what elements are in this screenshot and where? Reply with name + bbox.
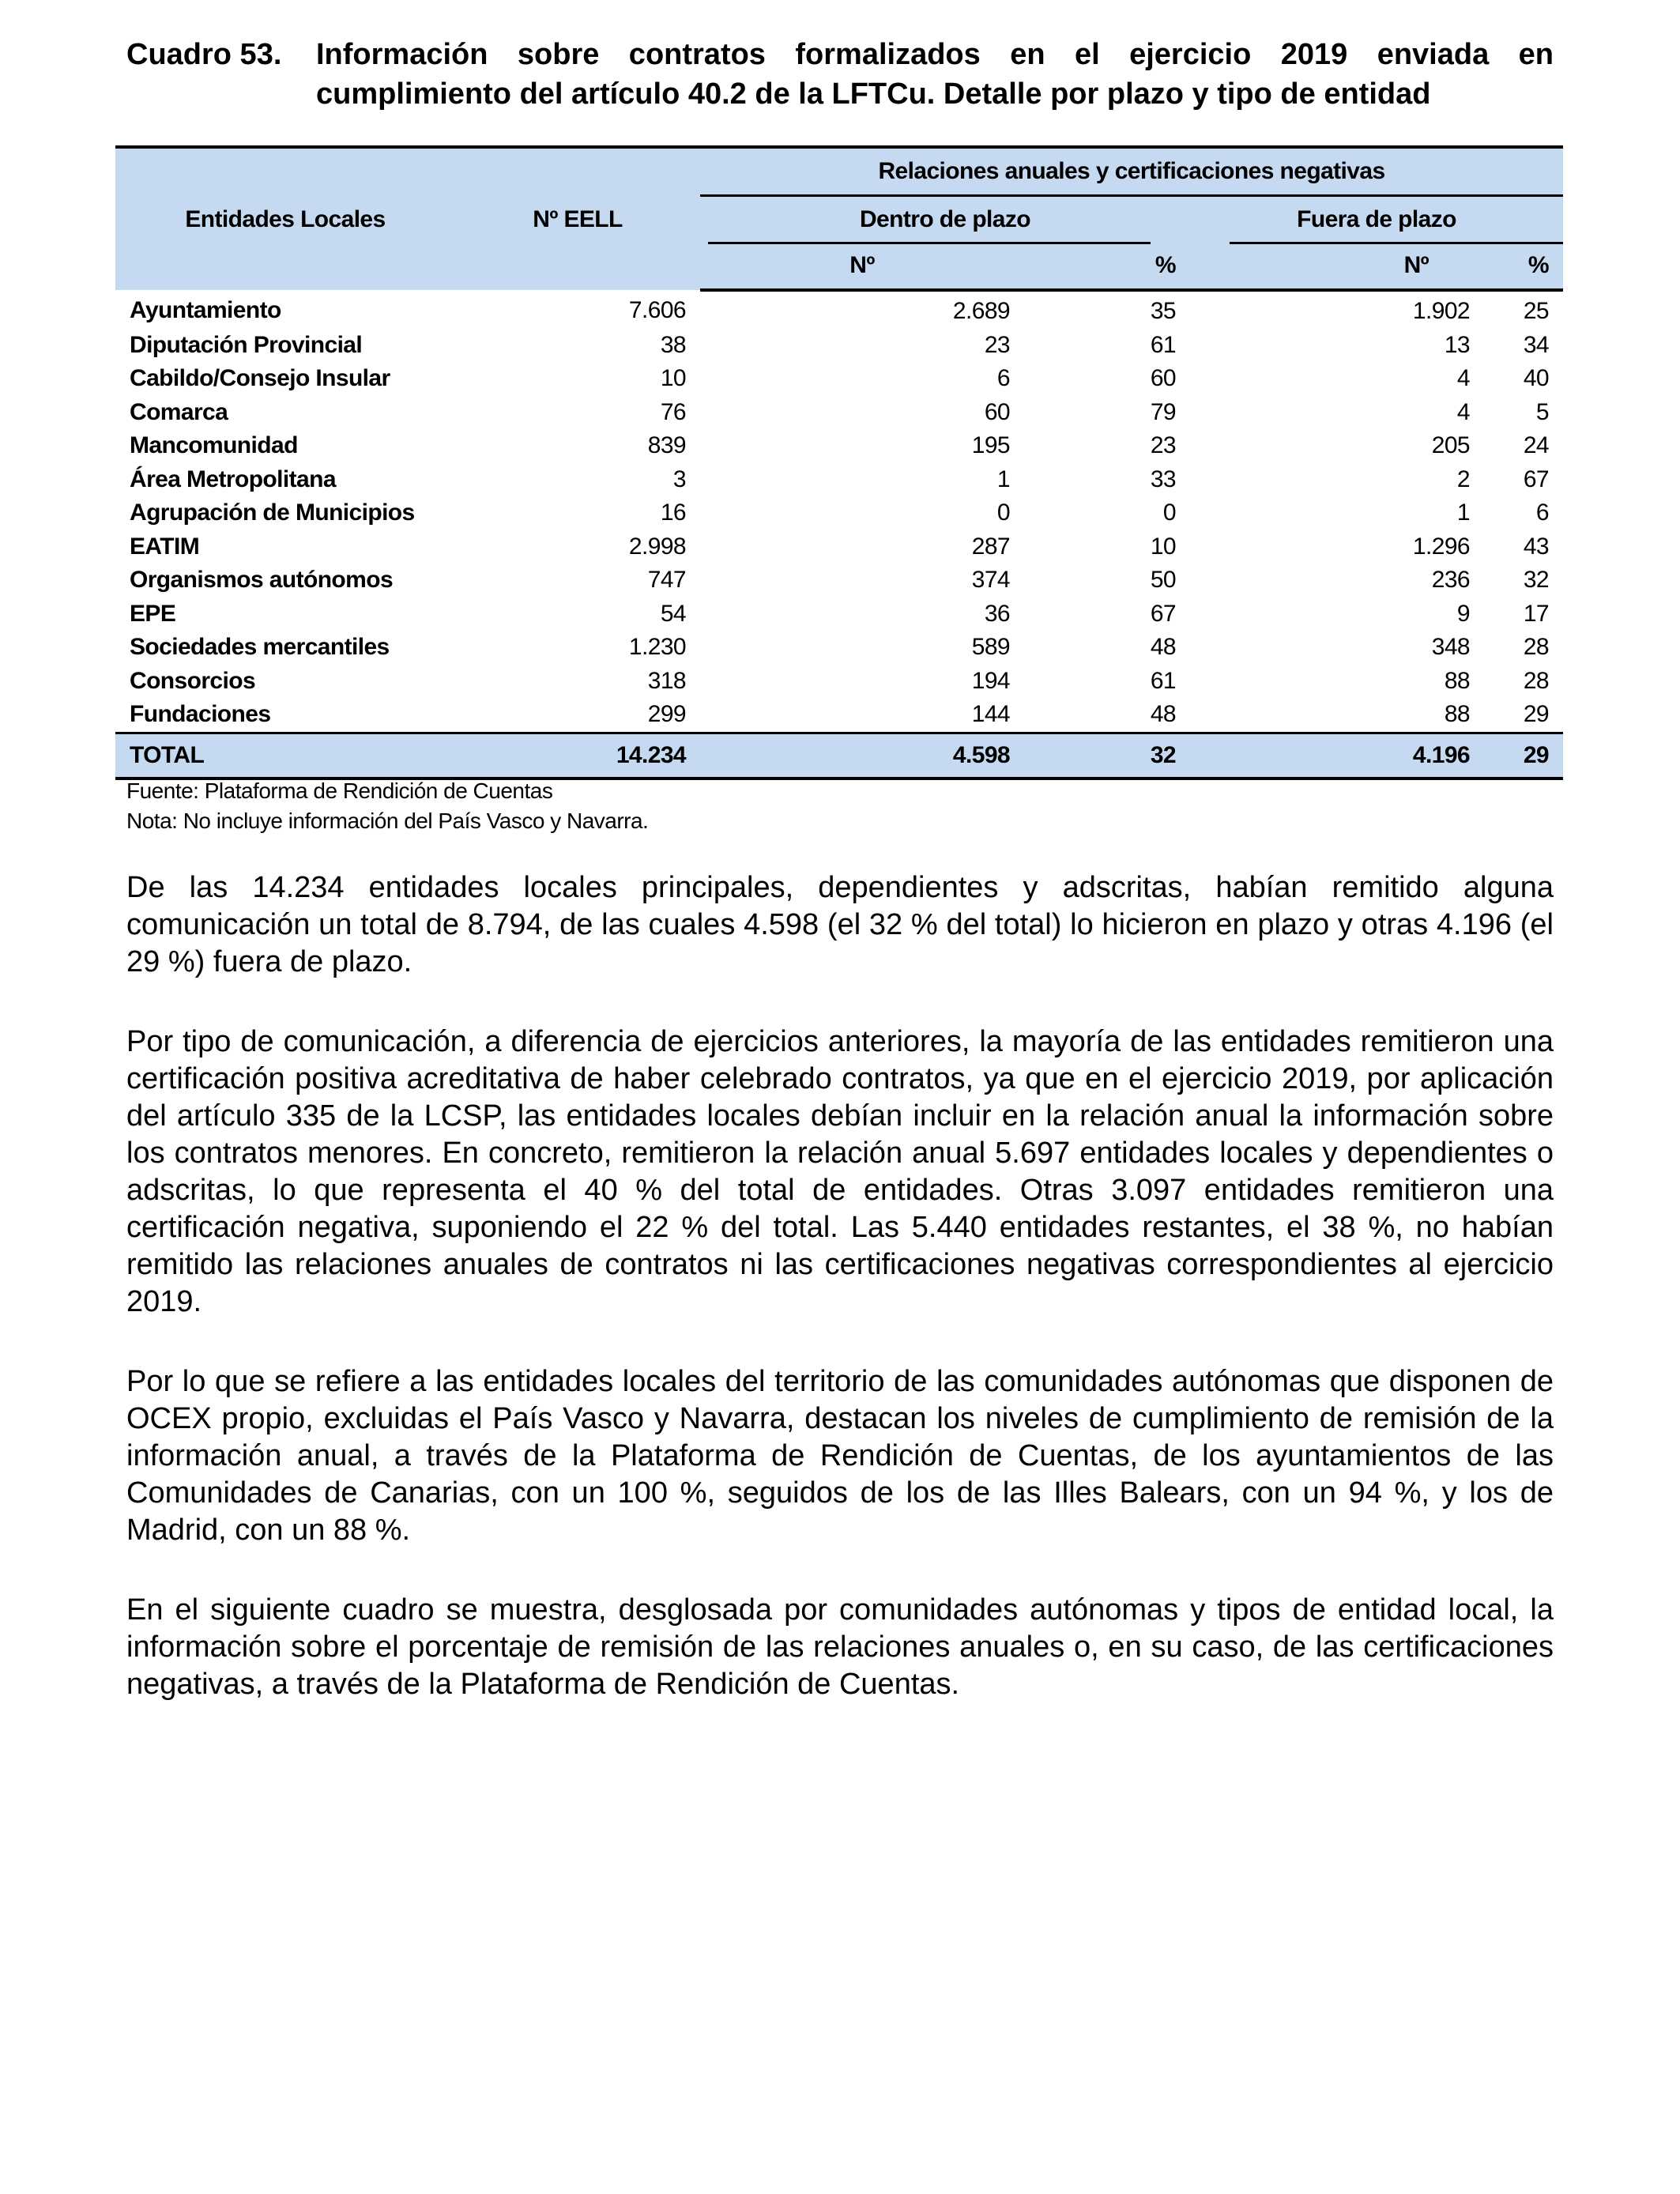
col-header-fuera-plazo: Fuera de plazo <box>1190 196 1563 243</box>
contracts-table <box>115 145 1563 780</box>
cell-fuera-pct: 24 <box>1523 432 1549 459</box>
cell-fuera-n: 236 <box>1431 567 1470 594</box>
cell-fuera-pct: 17 <box>1523 600 1549 627</box>
row-label: Cabildo/Consejo Insular <box>130 365 390 392</box>
cell-eell: 747 <box>647 567 686 594</box>
row-label: Diputación Provincial <box>130 331 363 358</box>
cell-fuera-pct: 5 <box>1535 398 1549 425</box>
table-row <box>115 396 1563 430</box>
cell-dentro-n: 195 <box>971 432 1010 459</box>
cell-dentro-pct: 61 <box>1150 331 1176 358</box>
cell-fuera-n: 4 <box>1456 398 1470 425</box>
total-dentro-n: 4.598 <box>700 733 1024 778</box>
cell-dentro-n: 0 <box>996 499 1010 526</box>
cell-dentro-pct: 67 <box>1150 600 1176 627</box>
row-label: Fundaciones <box>130 701 271 728</box>
paragraph: En el siguiente cuadro se muestra, desglosada por comunidades autónomas y tipos de entidad local, la información sobre el porcentaje de remisión de las relaciones anuales o, en su caso, de las certificaciones negativas, a través de la Plataforma de Rendición de Cuentas. <box>126 1593 1554 1701</box>
cell-fuera-n: 9 <box>1456 600 1470 627</box>
cell-fuera-n: 1.296 <box>1412 533 1470 560</box>
cell-dentro-n: 36 <box>984 600 1010 627</box>
total-eell: 14.234 <box>455 733 700 778</box>
table-header <box>115 147 1563 290</box>
cell-dentro-pct: 0 <box>1162 499 1176 526</box>
col-header-fuera-pct: % <box>1484 243 1563 290</box>
caption-label: Cuadro 53. <box>126 38 282 71</box>
cell-eell: 7.606 <box>628 297 686 324</box>
cell-eell: 318 <box>647 667 686 694</box>
cell-fuera-pct: 28 <box>1523 667 1549 694</box>
cell-fuera-n: 4 <box>1456 365 1470 392</box>
cell-dentro-n: 60 <box>984 398 1010 425</box>
table-row <box>115 362 1563 396</box>
total-fuera-pct: 29 <box>1484 733 1563 778</box>
row-label: Agrupación de Municipios <box>130 499 415 526</box>
row-label: Organismos autónomos <box>130 567 394 594</box>
cell-dentro-n: 23 <box>984 331 1010 358</box>
cell-dentro-n: 374 <box>971 567 1010 594</box>
row-label: Consorcios <box>130 667 256 694</box>
cell-dentro-n: 1 <box>996 466 1010 492</box>
cell-dentro-n: 287 <box>971 533 1010 560</box>
cell-eell: 3 <box>672 466 686 492</box>
table-body <box>115 290 1563 733</box>
cell-eell: 38 <box>660 331 686 358</box>
cell-dentro-n: 589 <box>971 634 1010 661</box>
table-row <box>115 665 1563 699</box>
cell-fuera-n: 13 <box>1444 331 1470 358</box>
cell-fuera-pct: 34 <box>1523 331 1549 358</box>
total-row <box>115 733 1563 778</box>
cell-eell: 299 <box>647 701 686 728</box>
cell-eell: 16 <box>660 499 686 526</box>
col-header-dentro-plazo: Dentro de plazo <box>700 196 1190 243</box>
table-row <box>115 496 1563 530</box>
paragraph: De las 14.234 entidades locales principales, dependientes y adscritas, habían remitido alguna comunicación un total de 8.794, de las cuales 4.598 (el 32 % del total) lo hicieron en plazo y otras 4.196 (el 29 %) fuera de plazo. <box>126 871 1554 978</box>
cell-fuera-pct: 43 <box>1523 533 1549 560</box>
cell-fuera-pct: 25 <box>1523 298 1549 325</box>
total-label: TOTAL <box>115 733 455 778</box>
cell-dentro-pct: 50 <box>1150 567 1176 594</box>
col-header-fuera-n: Nº <box>1190 243 1484 290</box>
col-header-entidades: Entidades Locales <box>115 147 455 290</box>
paragraph: Por tipo de comunicación, a diferencia de ejercicios anteriores, la mayoría de las entidades remitieron una certificación positiva acreditativa de haber celebrado contratos, ya que en el ejercicio 2019, por aplicación del artículo 335 de la LCSP, las entidades locales debían incluir en la relación anual la información sobre los contratos menores. En concreto, remitieron la relación anual 5.697 entidades locales y dependientes o adscritas, lo que representa el 40 % del total de entidades. Otras 3.097 entidades remitieron una certificación negativa, suponiendo el 22 % del total. Las 5.440 entidades restantes, el 38 %, no habían remitido las relaciones anuales de contratos ni las certificaciones negativas correspondientes al ejercicio 2019. <box>126 1025 1554 1318</box>
cell-fuera-n: 88 <box>1444 667 1470 694</box>
table-notes <box>126 776 648 836</box>
cell-eell: 2.998 <box>628 533 686 560</box>
scope-note: Nota: No incluye información del País Vasco y Navarra. <box>126 809 649 833</box>
cell-dentro-n: 6 <box>996 365 1010 392</box>
cell-dentro-pct: 35 <box>1150 298 1176 325</box>
table-row <box>115 564 1563 598</box>
caption-title-line1: Información sobre contratos formalizados en el ejercicio 2019 enviada en <box>316 38 1554 71</box>
cell-dentro-n: 144 <box>971 701 1010 728</box>
col-header-neell: Nº EELL <box>455 147 700 290</box>
cell-fuera-n: 1 <box>1456 499 1470 526</box>
cell-fuera-pct: 40 <box>1523 365 1549 392</box>
cell-eell: 1.230 <box>628 634 686 661</box>
body-text <box>126 869 1554 1746</box>
table-row <box>115 463 1563 497</box>
table-row <box>115 631 1563 665</box>
table-row <box>115 530 1563 564</box>
cell-fuera-n: 205 <box>1431 432 1470 459</box>
total-fuera-n: 4.196 <box>1190 733 1484 778</box>
cell-dentro-pct: 61 <box>1150 667 1176 694</box>
cell-eell: 10 <box>660 365 686 392</box>
source-note: Fuente: Plataforma de Rendición de Cuentas <box>126 778 553 803</box>
cell-dentro-n: 2.689 <box>952 298 1010 325</box>
cell-fuera-pct: 28 <box>1523 634 1549 661</box>
total-dentro-pct: 32 <box>1024 733 1190 778</box>
cell-fuera-pct: 6 <box>1535 499 1549 526</box>
row-label: EATIM <box>130 533 200 560</box>
row-label: Área Metropolitana <box>130 466 336 492</box>
col-header-dentro-n: Nº <box>700 243 1024 290</box>
cell-fuera-pct: 29 <box>1523 701 1549 728</box>
table-row <box>115 329 1563 363</box>
cell-dentro-pct: 79 <box>1150 398 1176 425</box>
cell-dentro-pct: 33 <box>1150 466 1176 492</box>
cell-dentro-pct: 10 <box>1150 533 1176 560</box>
row-label: Mancomunidad <box>130 432 298 459</box>
cell-dentro-pct: 60 <box>1150 365 1176 392</box>
cell-fuera-n: 1.902 <box>1412 298 1470 325</box>
cell-dentro-n: 194 <box>971 667 1010 694</box>
cell-dentro-pct: 48 <box>1150 634 1176 661</box>
caption-title-line2: cumplimiento del artículo 40.2 de la LFTCu. Detalle por plazo y tipo de entidad <box>316 77 1431 111</box>
table-row <box>115 598 1563 631</box>
cell-dentro-pct: 23 <box>1150 432 1176 459</box>
cell-dentro-pct: 48 <box>1150 701 1176 728</box>
table-row <box>115 290 1563 329</box>
table-row <box>115 698 1563 733</box>
cell-fuera-pct: 67 <box>1523 466 1549 492</box>
cell-eell: 54 <box>660 600 686 627</box>
cell-eell: 76 <box>660 398 686 425</box>
row-label: EPE <box>130 600 176 627</box>
cell-fuera-pct: 32 <box>1523 567 1549 594</box>
cell-fuera-n: 88 <box>1444 701 1470 728</box>
table-row <box>115 429 1563 463</box>
row-label: Comarca <box>130 398 228 425</box>
paragraph: Por lo que se refiere a las entidades locales del territorio de las comunidades autónomas que disponen de OCEX propio, excluidas el País Vasco y Navarra, destacan los niveles de cumplimiento de remisión de la información anual, a través de la Plataforma de Rendición de Cuentas, de los ayuntamientos de las Comunidades de Canarias, con un 100 %, seguidos de los de las Illes Balears, con un 94 %, y los de Madrid, con un 88 %. <box>126 1365 1554 1547</box>
cell-eell: 839 <box>647 432 686 459</box>
row-label: Ayuntamiento <box>130 297 281 324</box>
row-label: Sociedades mercantiles <box>130 634 390 661</box>
table-caption <box>126 35 1554 114</box>
cell-fuera-n: 2 <box>1456 466 1470 492</box>
col-header-dentro-pct: % <box>1024 243 1190 290</box>
col-header-relaciones: Relaciones anuales y certificaciones negativas <box>700 147 1563 196</box>
cell-fuera-n: 348 <box>1431 634 1470 661</box>
